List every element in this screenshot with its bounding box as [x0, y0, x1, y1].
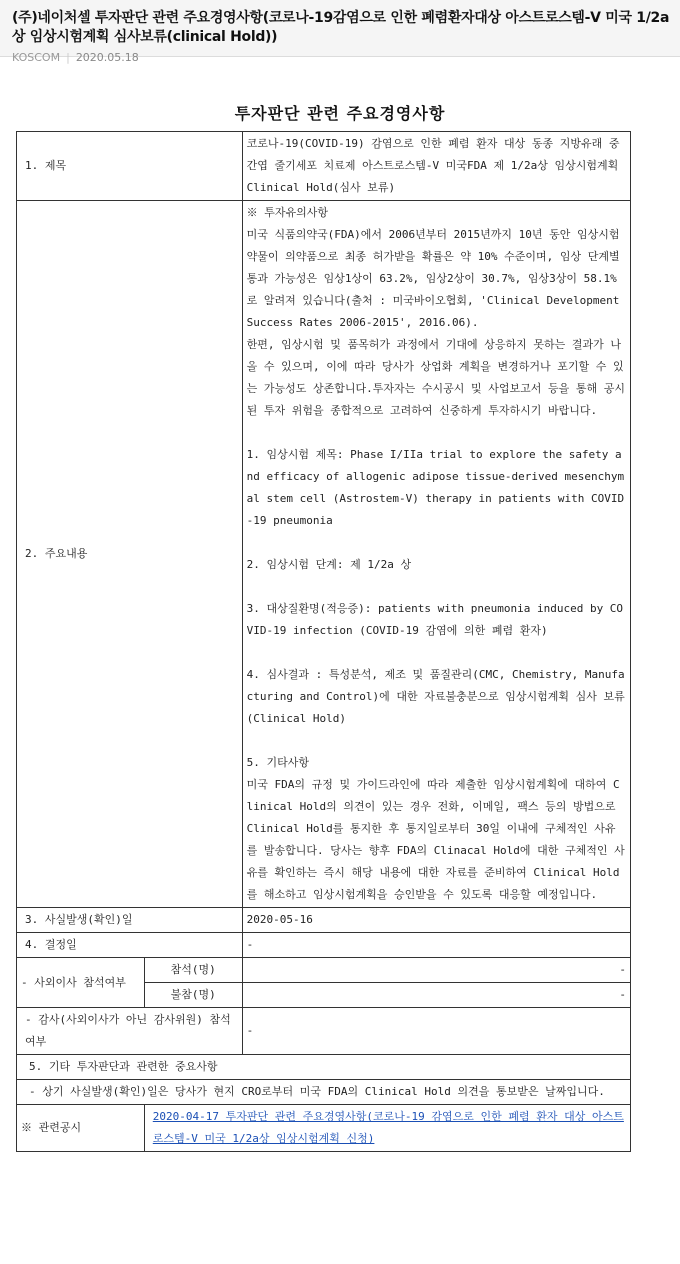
- absent-value: -: [242, 983, 630, 1008]
- indication-item: 3. 대상질환명(적응증): patients with pneumonia induced by COVID-19 infection (COVID-19 감염에 의한 폐렴 환자): [246, 602, 624, 637]
- notice-body: 미국 식품의약국(FDA)에서 2006년부터 2015년까지 10년 동안 임상시험 약물이 의약품으로 최종 허가받을 확률은 약 10% 수준이며, 임상 단계별 통과 가능성은 임상1상이 63.2%, 임상2상이 30.7%, 임상3상이 58.1%로 알려져 있습니다(출처 : 미국바이오협회, 'Clinical Development Success Rates 2006-2015', 2016.06).: [246, 228, 620, 329]
- row-value-other-matters: - 상기 사실발생(확인)일은 당사가 현지 CRO로부터 미국 FDA의 Clinical Hold 의견을 통보받은 날짜입니다.: [17, 1080, 631, 1105]
- attend-label: 참석(명): [144, 958, 242, 983]
- row-value-main-content: [242, 201, 630, 908]
- notice-body-2: 한편, 임상시험 및 품목허가 과정에서 기대에 상응하지 못하는 결과가 나올 수 있으며, 이에 따라 당사가 상업화 계획을 변경하거나 포기할 수 있는 가능성도 상존합니다.투자자는 수시공시 및 사업보고서 등을 통해 공시된 투자 위험을 종합적으로 고려하여 신중하게 투자하시기 바랍니다.: [246, 338, 626, 417]
- row-label-title: 1. 제목: [17, 132, 243, 201]
- table-row: [17, 1055, 631, 1080]
- row-value-occurrence-date: 2020-05-16: [242, 908, 630, 933]
- row-value-decision-date: -: [242, 933, 630, 958]
- table-row: [17, 1080, 631, 1105]
- other-matters-body: 미국 FDA의 규정 및 가이드라인에 따라 제출한 임상시험계획에 대하여 Clinical Hold의 의견이 있는 경우 전화, 이메일, 팩스 등의 방법으로 Clinical Hold를 통지한 후 통지일로부터 30일 이내에 구체적인 사유를 발송합니다. 당사는 향후 FDA의 Clinacal Hold에 대한 구체적인 사유를 확인하는 즉시 해당 내용에 대한 자료를 준비하여 Clinical Hold를 해소하고 임상시험계획을 승인받을 수 있도록 대응할 예정입니다.: [246, 778, 625, 901]
- review-result-item: 4. 심사결과 : 특성분석, 제조 및 품질관리(CMC, Chemistry, Manufacturing and Control)에 대한 자료불충분으로 임상시험계획 심사 보류(Clinical Hold): [246, 668, 625, 725]
- table-row: [17, 132, 631, 201]
- table-row: [17, 908, 631, 933]
- meta-separator: |: [66, 51, 70, 64]
- row-label-outside-director: - 사외이사 참석여부: [17, 958, 145, 1008]
- document-title: 투자판단 관련 주요경영사항: [234, 104, 446, 123]
- row-value-auditor: -: [242, 1008, 630, 1055]
- table-row: [17, 933, 631, 958]
- attend-value: -: [242, 958, 630, 983]
- spacer: [247, 576, 626, 598]
- table-row: [17, 1008, 631, 1055]
- article-header: [0, 0, 680, 64]
- row-label-other-matters: 5. 기타 투자판단과 관련한 중요사항: [17, 1055, 631, 1080]
- notice-heading: ※ 투자유의사항: [246, 206, 329, 219]
- row-label-main-content: 2. 주요내용: [17, 201, 243, 908]
- table-row: [17, 201, 631, 908]
- trial-phase-item: 2. 임상시험 단계: 제 1/2a 상: [246, 558, 412, 571]
- publish-date: 2020.05.18: [75, 51, 139, 64]
- table-row: [17, 958, 631, 983]
- article-title: (주)네이처셀 투자판단 관련 주요경영사항(코로나-19감염으로 인한 폐렴환자대상 아스트로스템-V 미국 1/2a상 임상시험계획 심사보류(clinical Hold)): [12, 10, 670, 45]
- table-row: [17, 1105, 631, 1152]
- row-label-related-disclosure: ※ 관련공시: [17, 1105, 145, 1152]
- spacer: [247, 642, 626, 664]
- row-label-auditor: - 감사(사외이사가 아닌 감사위원) 참석여부: [17, 1008, 243, 1055]
- disclosure-table: [16, 131, 631, 1152]
- row-value-title: 코로나-19(COVID-19) 감염으로 인한 폐렴 환자 대상 동종 지방유래 중간엽 줄기세포 치료제 아스트로스템-V 미국FDA 제 1/2a상 임상시험계획 Clinical Hold(심사 보류): [242, 132, 630, 201]
- spacer: [247, 730, 626, 752]
- row-value-related-disclosure: [144, 1105, 630, 1152]
- spacer: [247, 422, 626, 444]
- spacer: [247, 532, 626, 554]
- trial-title-item: 1. 임상시험 제목: Phase I/IIa trial to explore the safety and efficacy of allogenic adipose tissue-derived mesenchymal stem cell (Astrostem-V) therapy in patients with COVID-19 pneumonia: [246, 448, 625, 527]
- other-matters-heading: 5. 기타사항: [246, 756, 310, 769]
- row-label-decision-date: 4. 결정일: [17, 933, 243, 958]
- row-label-occurrence-date: 3. 사실발생(확인)일: [17, 908, 243, 933]
- source-label: KOSCOM: [12, 51, 61, 64]
- absent-label: 불참(명): [144, 983, 242, 1008]
- related-disclosure-link[interactable]: 2020-04-17 투자판단 관련 주요경영사항(코로나-19 감염으로 인한 폐렴 환자 대상 아스트로스템-V 미국 1/2a상 임상시험계획 신청): [152, 1110, 624, 1145]
- article-meta: [12, 51, 670, 64]
